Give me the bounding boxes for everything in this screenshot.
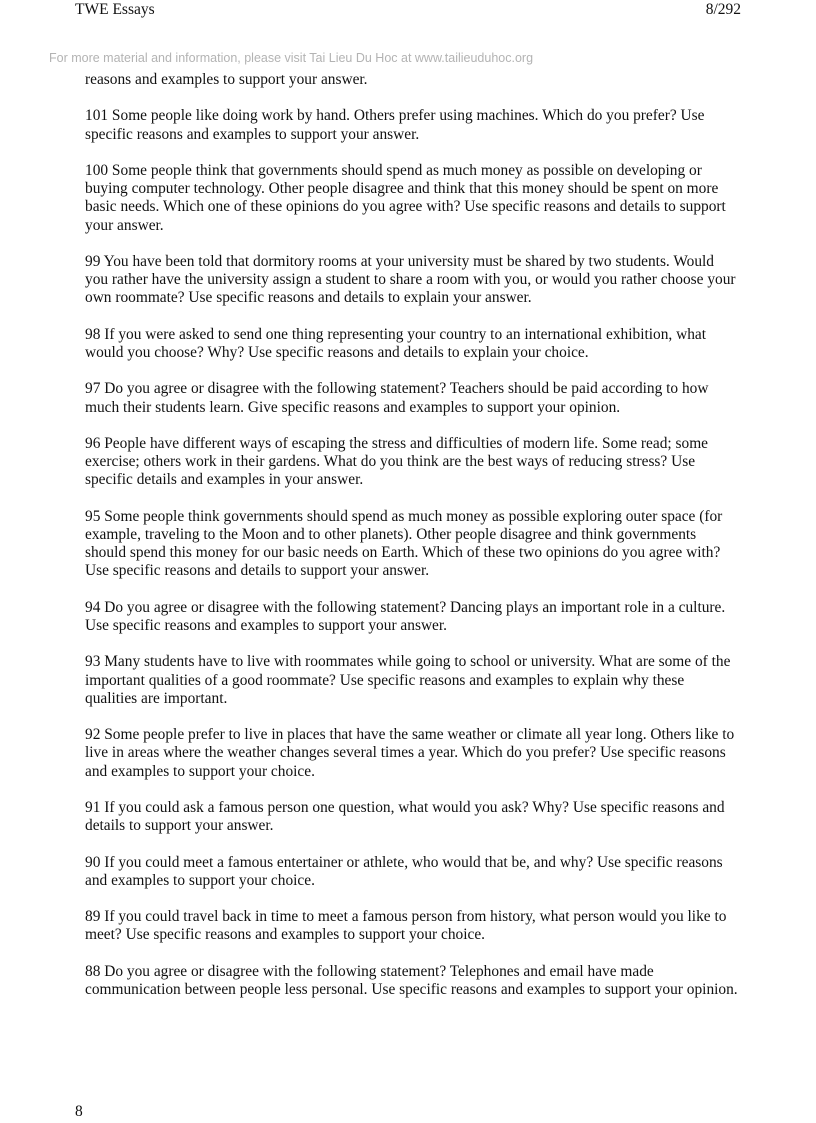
essay-topic-89: 89 If you could travel back in time to meet a famous person from history, what person would you like to meet? Use specific reasons and examples to support your choice. xyxy=(85,908,727,944)
essay-topic-90: 90 If you could meet a famous entertainer or athlete, who would that be, and why? Use specific reasons and examples to support your choice. xyxy=(85,853,723,889)
essay-topic-100: 100 Some people think that governments should spend as much money as possible on developing or buying computer technology. Other people disagree and think that this money should be spent on more basic needs. Which one of these opinions do you agree with? Use specific reasons and details to support your answer. xyxy=(85,161,726,234)
essay-topic-94: 94 Do you agree or disagree with the following statement? Dancing plays an important role in a culture. Use specific reasons and examples to support your answer. xyxy=(85,598,726,634)
essay-topic-list xyxy=(85,71,740,1017)
continued-topic-fragment: reasons and examples to support your answer. xyxy=(85,71,368,88)
essay-topic-101: 101 Some people like doing work by hand. Others prefer using machines. Which do you prefer? Use specific reasons and examples to support your answer. xyxy=(85,107,705,143)
page-indicator: 8/292 xyxy=(705,1,741,18)
essay-topic-98: 98 If you were asked to send one thing representing your country to an international exhibition, what would you choose? Why? Use specific reasons and details to explain your choice. xyxy=(85,325,707,361)
essay-topic-95: 95 Some people think governments should spend as much money as possible exploring outer space (for example, traveling to the Moon and to other planets). Other people disagree and think governments should spend this money for our basic needs on Earth. Which of these two opinions do you agree with? Use specific reasons and details to support your answer. xyxy=(85,507,723,580)
essay-topic-97: 97 Do you agree or disagree with the following statement? Teachers should be paid according to how much their students learn. Give specific reasons and examples to support your opinion. xyxy=(85,380,709,416)
watermark-text[interactable]: For more material and information, please visit Tai Lieu Du Hoc at www.tailieuduhoc.org xyxy=(49,51,534,65)
essay-topic-99: 99 You have been told that dormitory rooms at your university must be shared by two students. Would you rather have the university assign a student to share a room with you, or would you rather choose your own roommate? Use specific reasons and details to explain your answer. xyxy=(85,252,736,307)
essay-topic-88: 88 Do you agree or disagree with the following statement? Telephones and email have made communication between people less personal. Use specific reasons and examples to support your opinion. xyxy=(85,962,738,998)
essay-topic-96: 96 People have different ways of escaping the stress and difficulties of modern life. Some read; some exercise; others work in their gardens. What do you think are the best ways of reducing stress? Use specific details and examples in your answer. xyxy=(85,434,709,489)
document-title: TWE Essays xyxy=(75,1,155,18)
essay-topic-93: 93 Many students have to live with roommates while going to school or university. What are some of the important qualities of a good roommate? Use specific reasons and examples to explain why these qualities are important. xyxy=(85,653,731,707)
essay-topic-91: 91 If you could ask a famous person one question, what would you ask? Why? Use specific reasons and details to support your answer. xyxy=(85,798,725,835)
page-number: 8 xyxy=(75,1103,83,1120)
essay-topic-92: 92 Some people prefer to live in places that have the same weather or climate all year long. Others like to live in areas where the weather changes several times a year. Which do you prefer? Use specific reasons and examples to support your choice. xyxy=(85,726,735,780)
